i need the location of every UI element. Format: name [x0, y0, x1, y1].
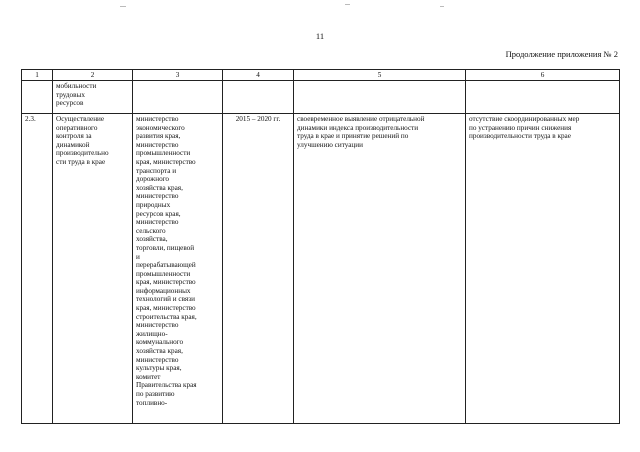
table-cell: [223, 81, 294, 114]
text-line: сельского: [136, 226, 166, 235]
text-line: хозяйства края,: [136, 347, 183, 356]
text-line: контроля за: [56, 132, 92, 141]
table-cell: [22, 81, 53, 114]
text-line: улучшению ситуации: [297, 140, 363, 149]
text-line: жилищно-: [136, 329, 168, 338]
text-line: производительности труда в крае: [469, 132, 571, 141]
text-line: министерство: [136, 355, 179, 364]
text-line: динамики индекса производительности: [297, 123, 419, 132]
text-line: комитет: [136, 372, 161, 381]
appendix-table: [21, 69, 620, 424]
scan-mark: [120, 6, 126, 7]
text-line: края, министерство: [136, 278, 196, 287]
text-line: транспорта и: [136, 166, 177, 175]
header-cell: 1: [22, 70, 53, 81]
text-line: министерство: [136, 192, 179, 201]
text-line: края, министерство: [136, 157, 196, 166]
text-line: трудовых: [56, 90, 85, 99]
table-cell: [133, 81, 223, 114]
text-line: министерство: [136, 321, 179, 330]
text-line: дорожного: [136, 175, 170, 184]
text-line: промышленности: [136, 149, 191, 158]
row-number-cell: 2.3.: [22, 114, 53, 424]
text-line: мобильности: [56, 82, 97, 90]
text-line: сти труда в крае: [56, 157, 106, 166]
text-line: отсутствие скоординированных мер: [469, 115, 580, 123]
header-cell: 5: [294, 70, 466, 81]
text-line: информационных: [136, 286, 191, 295]
text-line: развития края,: [136, 132, 181, 141]
text-line: промышленности: [136, 269, 191, 278]
table-cell: [466, 81, 620, 114]
text-line: производительно: [56, 149, 109, 158]
text-line: края, министерство: [136, 304, 196, 313]
period-cell: 2015 – 2020 гг.: [223, 114, 294, 424]
table-row: [22, 114, 620, 424]
text-line: ресурсов края,: [136, 209, 181, 218]
appendix-label: Продолжение приложения № 2: [505, 49, 618, 59]
text-line: торговли, пищевой: [136, 243, 195, 252]
header-cell: 3: [133, 70, 223, 81]
text-line: природных: [136, 200, 171, 209]
text-line: по устранению причин снижения: [469, 123, 572, 132]
text-line: культуры края,: [136, 364, 182, 373]
text-line: коммунального: [136, 338, 184, 347]
header-row: [22, 70, 620, 81]
text-line: и: [136, 252, 140, 261]
text-line: топливно-: [136, 398, 168, 407]
task-cell: [53, 114, 133, 424]
text-line: своевременное выявление отрицательной: [297, 115, 425, 123]
consequence-cell: [466, 114, 620, 424]
text-line: Осуществление: [56, 115, 105, 123]
text-line: хозяйства края,: [136, 183, 183, 192]
text-line: Правительства края: [136, 381, 197, 390]
page-number: 11: [315, 31, 325, 41]
scan-mark: [345, 4, 350, 5]
text-line: технологий и связи: [136, 295, 195, 304]
continued-row: [22, 81, 620, 114]
text-line: экономического: [136, 123, 185, 132]
header-cell: 2: [53, 70, 133, 81]
header-cell: 4: [223, 70, 294, 81]
text-line: министерство: [136, 115, 179, 123]
text-line: ресурсов: [56, 99, 84, 108]
header-cell: 6: [466, 70, 620, 81]
result-cell: [294, 114, 466, 424]
continued-task-cell: [53, 81, 133, 114]
text-line: динамикой: [56, 140, 90, 149]
text-line: хозяйства,: [136, 235, 168, 244]
text-line: министерство: [136, 140, 179, 149]
text-line: перерабатывающей: [136, 261, 196, 270]
executors-cell: [133, 114, 223, 424]
text-line: по развитию: [136, 390, 175, 398]
text-line: строительства края,: [136, 312, 197, 321]
text-line: министерство: [136, 218, 179, 227]
table-cell: [294, 81, 466, 114]
text-line: труда в крае и принятие решений по: [297, 132, 409, 141]
scan-mark: [440, 6, 444, 7]
text-line: оперативного: [56, 123, 98, 132]
